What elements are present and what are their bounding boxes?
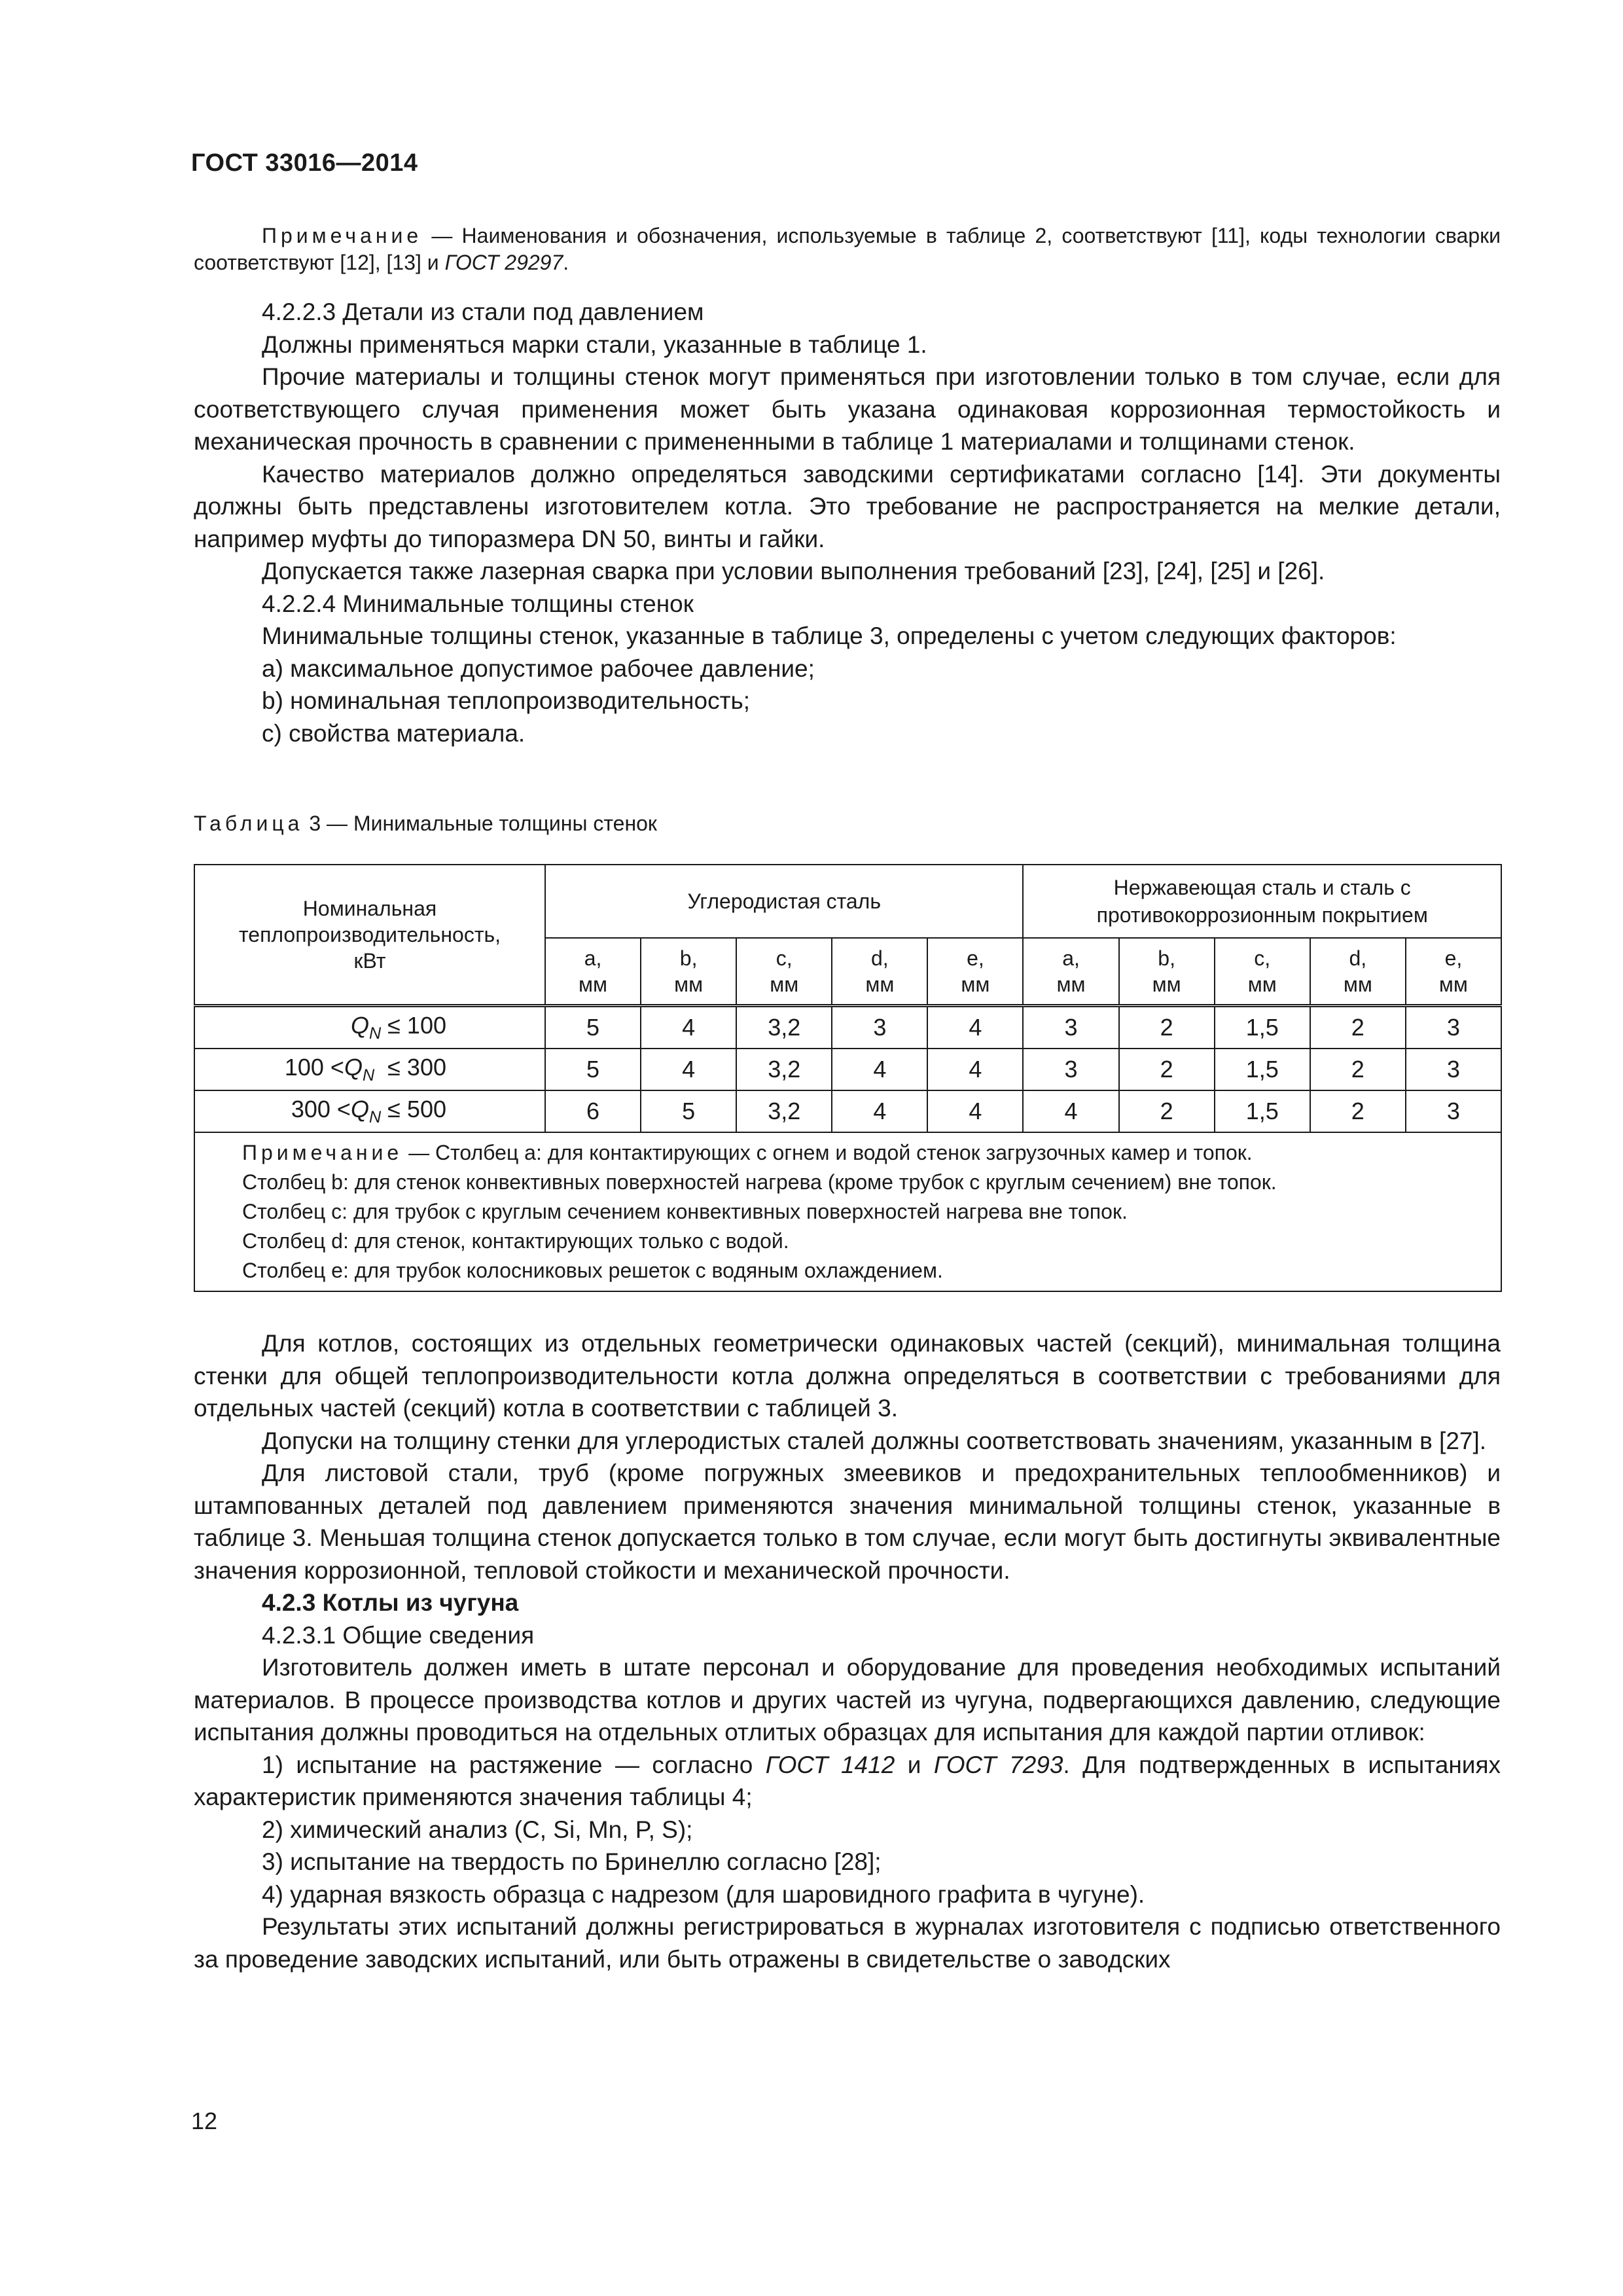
table-cell: 5 — [545, 1006, 641, 1049]
list-item: a) максимальное допустимое рабочее давление; — [262, 655, 815, 682]
paragraph: Допускается также лазерная сварка при условии выполнения требований [23], [24], [25] и [26]. — [262, 558, 1325, 584]
table-cell: 3,2 — [736, 1090, 832, 1132]
table-cell: 2 — [1119, 1049, 1215, 1090]
table-cell: 4 — [641, 1049, 736, 1090]
after-table-text — [194, 1327, 1501, 1975]
table-row — [194, 1049, 1501, 1090]
table-cell: 4 — [641, 1006, 736, 1049]
table-caption: Таблица 3 — Минимальные толщины стенок — [194, 812, 657, 835]
subhead-cell: a, мм — [545, 938, 641, 1006]
subhead-cell: d, мм — [1310, 938, 1406, 1006]
note-text: — Наименования и обозначения, используемые в таблице 2, соответствуют [11], коды технологии сварки соответствуют [12], [13] и — [194, 224, 1501, 274]
list-item: c) свойства материала. — [262, 719, 526, 747]
subhead-cell: b, мм — [641, 938, 736, 1006]
table-cell: 4 — [832, 1090, 927, 1132]
table-cell: 3 — [1023, 1049, 1118, 1090]
note-label: Примечание — [262, 224, 423, 247]
table-cell: 1,5 — [1215, 1006, 1310, 1049]
table-cell: 2 — [1119, 1006, 1215, 1049]
list-item: 1) испытание на растяжение — согласно ГОСТ 1412 и ГОСТ 7293. Для подтвержденных в испытаниях характеристик применяются значения таблицы 4; — [194, 1751, 1501, 1810]
table-cell: 1,5 — [1215, 1090, 1310, 1132]
table-cell: 2 — [1310, 1006, 1406, 1049]
table-cell: 4 — [927, 1049, 1023, 1090]
subhead-cell: c, мм — [1215, 938, 1310, 1006]
section-4223 — [194, 296, 1501, 749]
note-ref: ГОСТ 29297 — [444, 251, 563, 274]
table-cell: 4 — [1023, 1090, 1118, 1132]
subhead-cell: b, мм — [1119, 938, 1215, 1006]
table-cell: 3,2 — [736, 1006, 832, 1049]
table-cell: 3 — [1406, 1090, 1501, 1132]
table-cell: 3 — [1406, 1006, 1501, 1049]
table-cell: 5 — [545, 1049, 641, 1090]
standard-code: ГОСТ 33016—2014 — [191, 149, 418, 177]
top-note: Примечание — Наименования и обозначения, используемые в таблице 2, соответствуют [11], коды технологии сварки соответствуют [12], [13] и ГОСТ 29297. — [194, 224, 1501, 274]
paragraph: Для котлов, состоящих из отдельных геометрически одинаковых частей (секций), минимальная толщина стенки для общей теплопроизводительности котла должна определяться в соответствии с требованиями для отдельных частей (секций) котла в соответствии с таблицей 3. — [194, 1330, 1501, 1422]
subhead-cell: a, мм — [1023, 938, 1118, 1006]
paragraph: Прочие материалы и толщины стенок могут применяться при изготовлении только в том случае, если для соответствующего случая применения может быть указана одинаковая коррозионная термостойкость и механическая прочность в сравнении с примененными в таблице 1 материалами и толщинами стенок. — [194, 363, 1501, 455]
group-head-carbon: Углеродистая сталь — [545, 865, 1023, 938]
paragraph: Минимальные толщины стенок, указанные в таблице 3, определены с учетом следующих факторов: — [262, 622, 1397, 649]
table-cell: 5 — [641, 1090, 736, 1132]
paragraph: Качество материалов должно определяться заводскими сертификатами согласно [14]. Эти документы должны быть представлены изготовителем котла. Это требование не распространяется на мелкие детали, например муфты до типоразмера DN 50, винты и гайки. — [194, 460, 1501, 552]
list-item: 4) ударная вязкость образца с надрезом (для шаровидного графита в чугуне). — [262, 1880, 1145, 1908]
row-label: $300 <Q_N \le 500$ — [194, 1090, 545, 1132]
table-cell: 2 — [1119, 1090, 1215, 1132]
table-cell: 6 — [545, 1090, 641, 1132]
subhead-cell: e, мм — [927, 938, 1023, 1006]
table-cell: 1,5 — [1215, 1049, 1310, 1090]
table-row — [194, 1090, 1501, 1132]
subhead-cell: e, мм — [1406, 938, 1501, 1006]
list-item: 3) испытание на твердость по Бринеллю согласно [28]; — [262, 1848, 882, 1875]
paragraph: Допуски на толщину стенки для углеродистых сталей должны соответствовать значениям, указанным в [27]. — [262, 1427, 1487, 1454]
table-row — [194, 1006, 1501, 1049]
table-cell: 2 — [1310, 1049, 1406, 1090]
group-head-stainless: Нержавеющая сталь и сталь с противокоррозионным покрытием — [1023, 865, 1501, 938]
table-cell: 4 — [927, 1006, 1023, 1049]
subhead-cell: d, мм — [832, 938, 927, 1006]
paragraph: Результаты этих испытаний должны регистрироваться в журналах изготовителя с подписью ответственного за проведение заводских испытаний, или быть отражены в свидетельстве о заводских — [194, 1913, 1501, 1973]
row-label: $100 <Q_N \le 300$ — [194, 1049, 545, 1090]
table-note: Примечание — Столбец a: для контактирующих с огнем и водой стенок загрузочных камер и топок. Столбец b: для стенок конвективных поверхностей нагрева (кроме трубок с круглым сечением) вне топок. Столбец c: для трубок с круглым сечением конвективных поверхностей нагрева вне топок. Столбец d: для стенок, контактирующих только с водой. Столбец e: для трубок колосниковых решеток с водяным охлаждением. — [194, 1132, 1501, 1291]
paragraph: Изготовитель должен иметь в штате персонал и оборудование для проведения необходимых испытаний материалов. В процессе производства котлов и других частей из чугуна, подвергающихся давлению, следующие испытания должны проводиться на отдельных отлитых образцах для испытания для каждой партии отливок: — [194, 1654, 1501, 1746]
section-heading: 4.2.3 Котлы из чугуна — [262, 1589, 519, 1616]
table-cell: 3 — [832, 1006, 927, 1049]
section-heading: 4.2.2.3 Детали из стали под давлением — [262, 298, 704, 325]
section-heading: 4.2.3.1 Общие сведения — [262, 1621, 535, 1649]
paragraph: Для листовой стали, труб (кроме погружных змеевиков и предохранительных теплообменников) и штампованных деталей под давлением применяются значения минимальной толщины стенок, указанные в таблице 3. Меньшая толщина стенок допускается только в том случае, если могут быть достигнуты эквивалентные значения коррозионной, тепловой стойкости и механической прочности. — [194, 1460, 1501, 1584]
table-cell: 2 — [1310, 1090, 1406, 1132]
subhead-cell: c, мм — [736, 938, 832, 1006]
thickness-table — [194, 864, 1502, 1292]
row-label: $Q_N \le 100$ — [194, 1006, 545, 1049]
list-item: 2) химический анализ (C, Si, Mn, P, S); — [262, 1816, 693, 1843]
table-cell: 3 — [1406, 1049, 1501, 1090]
table-cell: 4 — [832, 1049, 927, 1090]
table-cell: 4 — [927, 1090, 1023, 1132]
section-heading: 4.2.2.4 Минимальные толщины стенок — [262, 590, 694, 617]
table-cell: 3 — [1023, 1006, 1118, 1049]
list-item: b) номинальная теплопроизводительность; — [262, 687, 751, 714]
paragraph: Должны применяться марки стали, указанные в таблице 1. — [262, 331, 927, 358]
page-number: 12 — [191, 2108, 218, 2134]
table-cell: 3,2 — [736, 1049, 832, 1090]
col-head-power: Номинальная теплопроизводительность, кВт — [194, 865, 545, 1006]
